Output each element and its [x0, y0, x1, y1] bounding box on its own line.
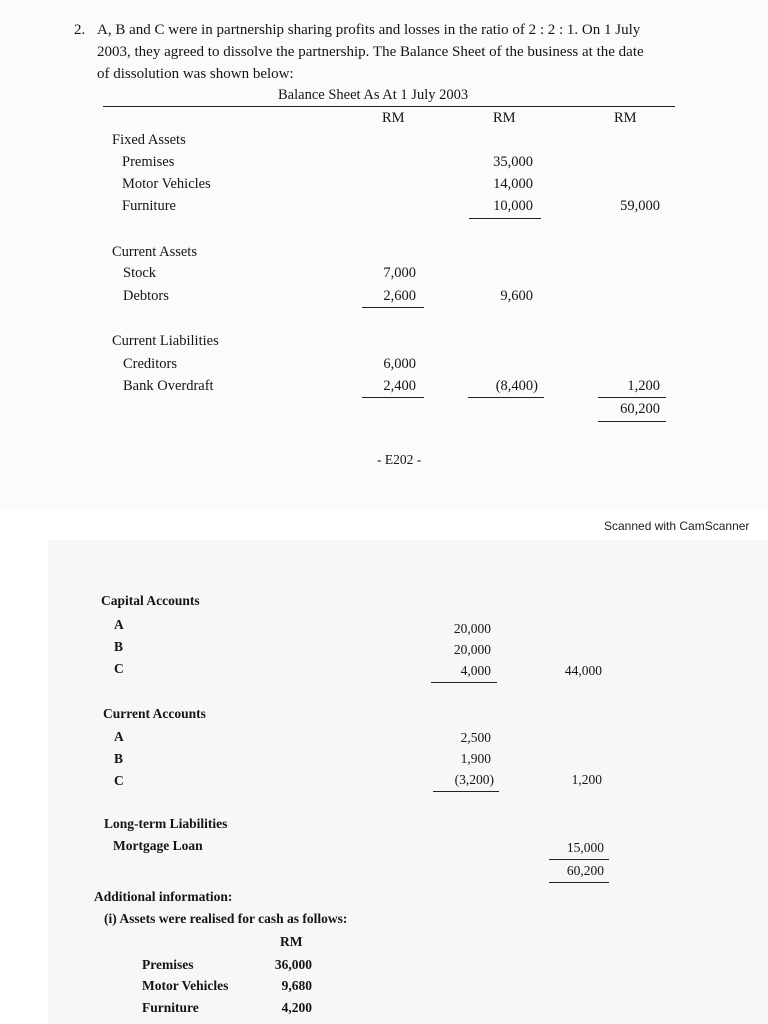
current-assets-underline: [362, 307, 424, 308]
question-line-2: 2003, they agreed to dissolve the partnership. The Balance Sheet of the business at the date: [97, 44, 644, 60]
current-accounts-heading: Current Accounts: [103, 706, 206, 721]
capital-total: 44,000: [564, 663, 602, 678]
motor-vehicles-label: Motor Vehicles: [122, 176, 211, 192]
additional-info-heading: Additional information:: [94, 889, 233, 904]
col-header-2: RM: [493, 110, 516, 126]
col-header-1: RM: [382, 110, 405, 126]
current-b-label: B: [114, 751, 124, 766]
realised-furniture-label: Furniture: [142, 1000, 199, 1015]
current-assets-heading: Current Assets: [112, 244, 197, 260]
additional-col-header: RM: [280, 934, 303, 949]
bank-overdraft-value: 2,400: [383, 378, 416, 394]
long-term-heading: Long-term Liabilities: [104, 816, 228, 831]
furniture-label: Furniture: [122, 198, 176, 214]
stock-value: 7,000: [383, 265, 416, 281]
capital-c-label: C: [114, 661, 124, 676]
question-line-3: of dissolution was shown below:: [97, 66, 294, 82]
scanned-page-2: [48, 540, 768, 1024]
question-line-1: A, B and C were in partnership sharing profits and losses in the ratio of 2 : 2 : 1. On 1 July: [97, 22, 641, 38]
current-assets-total: 9,600: [500, 288, 533, 304]
fixed-assets-underline: [469, 218, 541, 219]
realised-premises-label: Premises: [142, 957, 194, 972]
net-current-underline: [468, 397, 544, 398]
debtors-value: 2,600: [383, 288, 416, 304]
current-accounts-underline: [433, 791, 499, 792]
creditors-value: 6,000: [383, 356, 416, 372]
current-accounts-total: 1,200: [571, 772, 602, 787]
realised-motor-vehicles-label: Motor Vehicles: [142, 978, 229, 993]
capital-b-label: B: [114, 639, 124, 654]
debtors-label: Debtors: [123, 288, 169, 304]
realised-furniture-value: 4,200: [281, 1000, 312, 1015]
capital-heading: Capital Accounts: [101, 593, 200, 608]
current-liabilities-total: (8,400): [495, 378, 538, 394]
mortgage-loan-value: 15,000: [566, 840, 604, 855]
col-header-3: RM: [614, 110, 637, 126]
net-current-assets: 1,200: [627, 378, 660, 394]
current-liabilities-underline: [362, 397, 424, 398]
realised-premises-value: 36,000: [274, 957, 312, 972]
capital-a-value: 20,000: [453, 621, 491, 636]
current-a-value: 2,500: [460, 730, 491, 745]
grand-total-financed-underline: [549, 882, 609, 883]
capital-a-label: A: [114, 617, 124, 632]
bank-overdraft-label: Bank Overdraft: [123, 378, 214, 394]
mortgage-underline: [549, 859, 609, 860]
current-liabilities-heading: Current Liabilities: [112, 333, 219, 349]
question-number: 2.: [74, 22, 86, 38]
mortgage-loan-label: Mortgage Loan: [113, 838, 203, 853]
capital-c-value: 4,000: [460, 663, 491, 678]
net-underline: [598, 397, 666, 398]
premises-label: Premises: [122, 154, 175, 170]
grand-total-assets: 60,200: [620, 401, 660, 417]
additional-item-1: (i) Assets were realised for cash as follows:: [104, 911, 348, 926]
capital-underline: [431, 682, 497, 683]
creditors-label: Creditors: [123, 356, 177, 372]
title-rule: [103, 106, 675, 107]
capital-b-value: 20,000: [453, 642, 491, 657]
scanner-watermark: Scanned with CamScanner: [604, 519, 750, 533]
balance-sheet-title: Balance Sheet As At 1 July 2003: [278, 87, 469, 103]
fixed-assets-heading: Fixed Assets: [112, 132, 186, 148]
current-b-value: 1,900: [460, 751, 491, 766]
current-c-value: (3,200): [454, 772, 494, 787]
realised-motor-vehicles-value: 9,680: [281, 978, 312, 993]
page-code: - E202 -: [377, 452, 422, 467]
stock-label: Stock: [123, 265, 157, 281]
furniture-value: 10,000: [493, 198, 533, 214]
motor-vehicles-value: 14,000: [493, 176, 533, 192]
current-a-label: A: [114, 729, 124, 744]
grand-total-financed: 60,200: [566, 863, 604, 878]
fixed-assets-total: 59,000: [620, 198, 660, 214]
premises-value: 35,000: [493, 154, 533, 170]
current-c-label: C: [114, 773, 124, 788]
grand-total-underline: [598, 421, 666, 422]
